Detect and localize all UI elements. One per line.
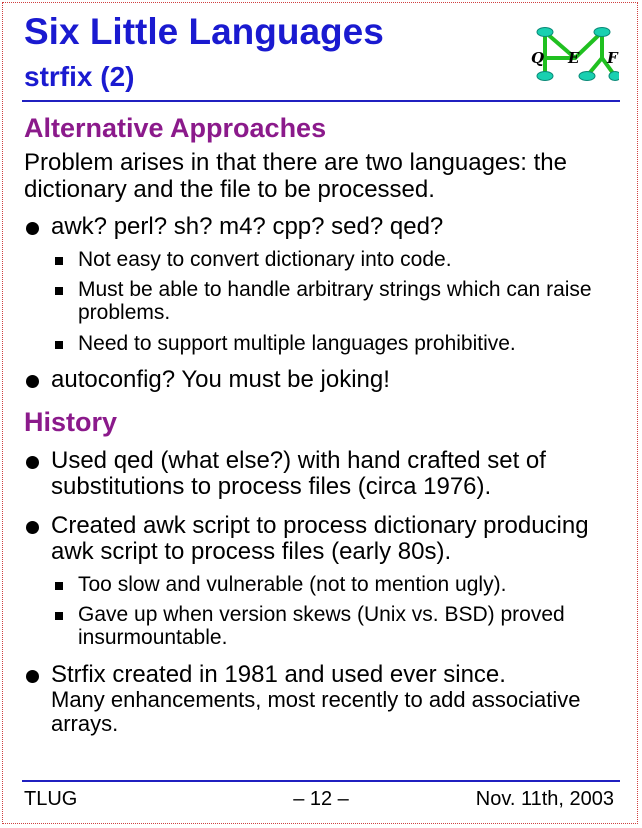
logo-node — [537, 72, 553, 81]
bullet-text: Strfix created in 1981 and used ever since. — [51, 660, 506, 688]
slide-body — [24, 112, 624, 736]
sub-bullet-item: Must be able to handle arbitrary strings which can raise problems. — [24, 279, 624, 324]
section-heading-alternatives: Alternative Approaches — [24, 113, 327, 143]
bullet-continuation: Many enhancements, most recently to add associative arrays. — [51, 686, 581, 737]
logo-letter-e: E — [568, 49, 580, 67]
logo-node — [609, 72, 619, 81]
logo-node — [594, 28, 610, 37]
section-heading-history: History — [24, 406, 118, 437]
page-number: – 12 – — [293, 788, 349, 810]
bullet-item: awk? perl? sh? m4? cpp? sed? qed? — [24, 214, 624, 240]
footer-date: Nov. 11th, 2003 — [475, 788, 614, 810]
logo-letter-q: Q — [531, 49, 545, 67]
sub-bullet-item: Need to support multiple languages prohibitive. — [24, 333, 624, 356]
slide-subtitle: strfix (2) — [24, 61, 135, 92]
slide-title: Six Little Languages — [24, 11, 384, 52]
bullet-item: Created awk script to process dictionary producing awk script to process files (early 80s). — [24, 513, 624, 566]
logo-node — [537, 28, 553, 37]
header-rule — [22, 100, 620, 102]
bullet-item: autoconfig? You must be joking! — [24, 367, 624, 393]
sub-bullet-item: Gave up when version skews (Unix vs. BSD) proved insurmountable. — [24, 604, 624, 649]
footer-rule — [22, 780, 620, 782]
sub-bullet-item: Not easy to convert dictionary into code. — [24, 249, 624, 272]
qef-logo-icon — [527, 18, 619, 86]
footer-left: TLUG — [24, 788, 78, 810]
logo-node — [579, 72, 595, 81]
bullet-item: Used qed (what else?) with hand crafted set of substitutions to process files (circa 1976). — [24, 448, 624, 501]
logo-letter-f: F — [607, 49, 618, 67]
section-intro: Problem arises in that there are two languages: the dictionary and the file to be processed. — [24, 149, 567, 204]
sub-bullet-item: Too slow and vulnerable (not to mention ugly). — [24, 574, 624, 597]
bullet-item — [24, 662, 624, 737]
